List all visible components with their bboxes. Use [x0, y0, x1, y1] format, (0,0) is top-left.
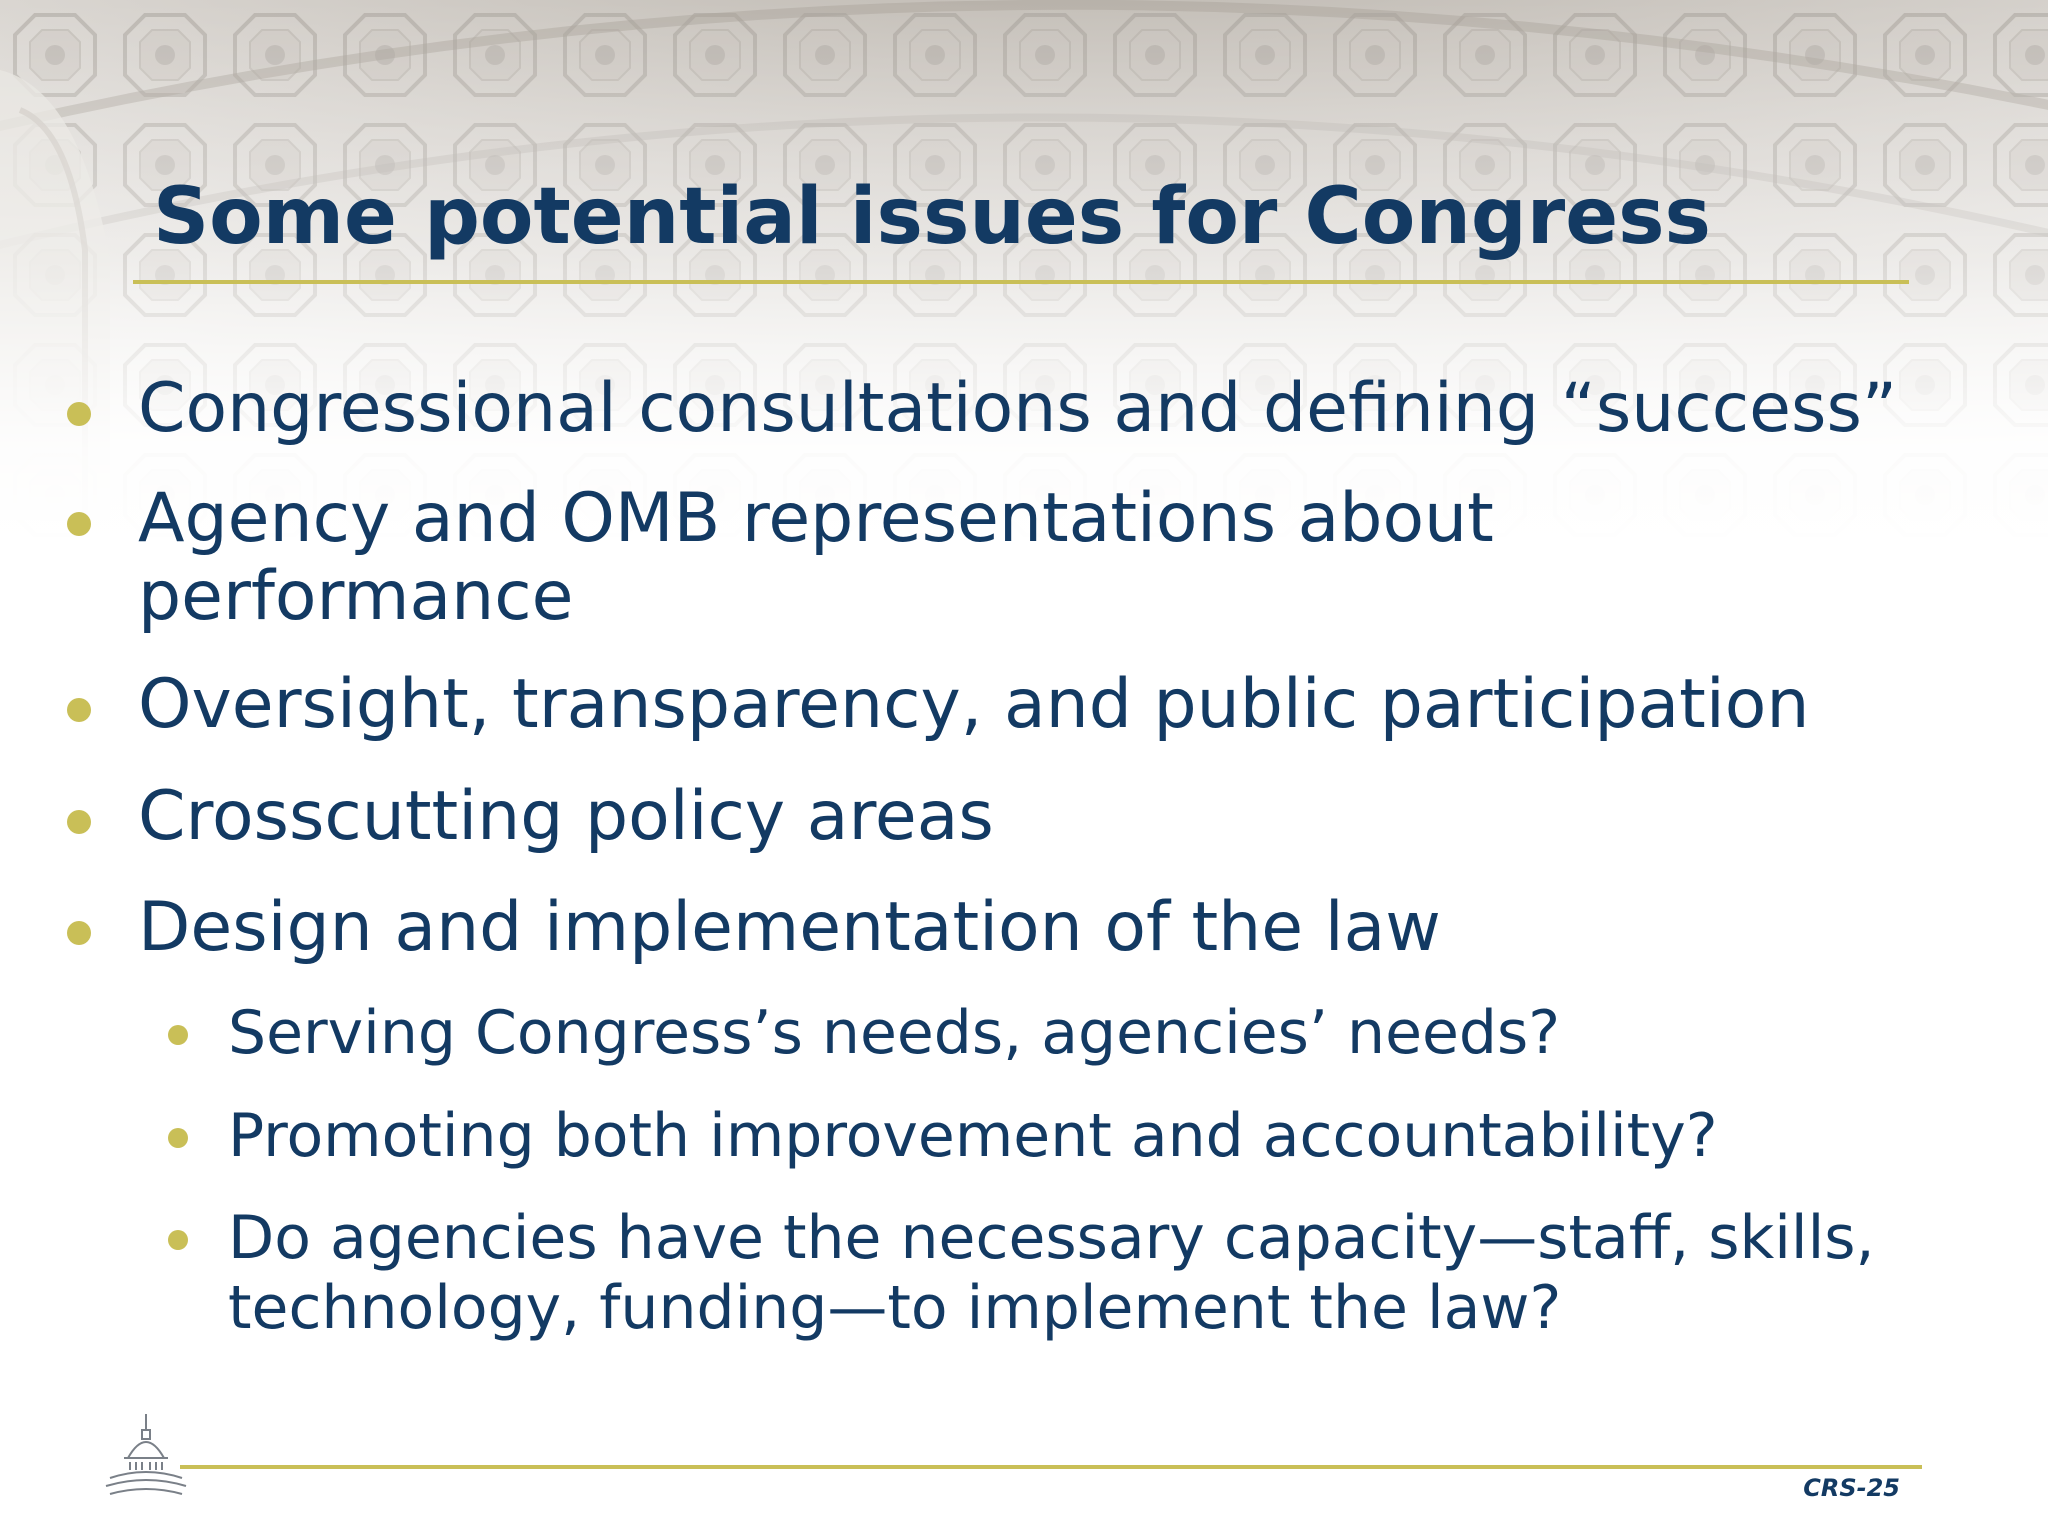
bullet-item	[138, 370, 1897, 448]
bullet-text-line: Oversight, transparency, and public participation	[138, 665, 1810, 744]
bullet-item	[138, 666, 1809, 744]
bullet-text-line: Congressional consultations and defining “success”	[138, 369, 1898, 448]
bullet-text-line: Do agencies have the necessary capacity—staff, skills,	[228, 1203, 1875, 1273]
footer-divider	[180, 1465, 1922, 1469]
capitol-dome-icon	[104, 1412, 188, 1502]
bullet-dot	[168, 1025, 188, 1045]
bullet-dot	[67, 512, 91, 536]
sub-bullet-item	[228, 998, 1560, 1068]
bullet-item	[138, 778, 994, 856]
bullet-text-line: performance	[138, 557, 574, 636]
bullet-text-line: Serving Congress’s needs, agencies’ needs?	[228, 998, 1561, 1068]
sub-bullet-item	[228, 1203, 1875, 1343]
bullet-dot	[67, 698, 91, 722]
bullet-text-line: Agency and OMB representations about	[138, 479, 1494, 558]
bullet-dot	[67, 810, 91, 834]
bullet-dot	[67, 402, 91, 426]
bullet-text-line: technology, funding—to implement the law?	[228, 1273, 1562, 1343]
bullet-text-line: Promoting both improvement and accountability?	[228, 1101, 1718, 1171]
bullet-text-line: Design and implementation of the law	[138, 888, 1441, 967]
title-divider	[133, 280, 1909, 284]
bullet-dot	[67, 921, 91, 945]
sub-bullet-item	[228, 1101, 1718, 1171]
bullet-item	[138, 480, 1494, 636]
bullet-text-line: Crosscutting policy areas	[138, 777, 994, 856]
slide-title: Some potential issues for Congress	[153, 172, 1711, 262]
bullet-dot	[168, 1230, 188, 1250]
bullet-dot	[168, 1128, 188, 1148]
page-number: CRS-25	[1803, 1474, 1900, 1502]
bullet-item	[138, 889, 1441, 967]
